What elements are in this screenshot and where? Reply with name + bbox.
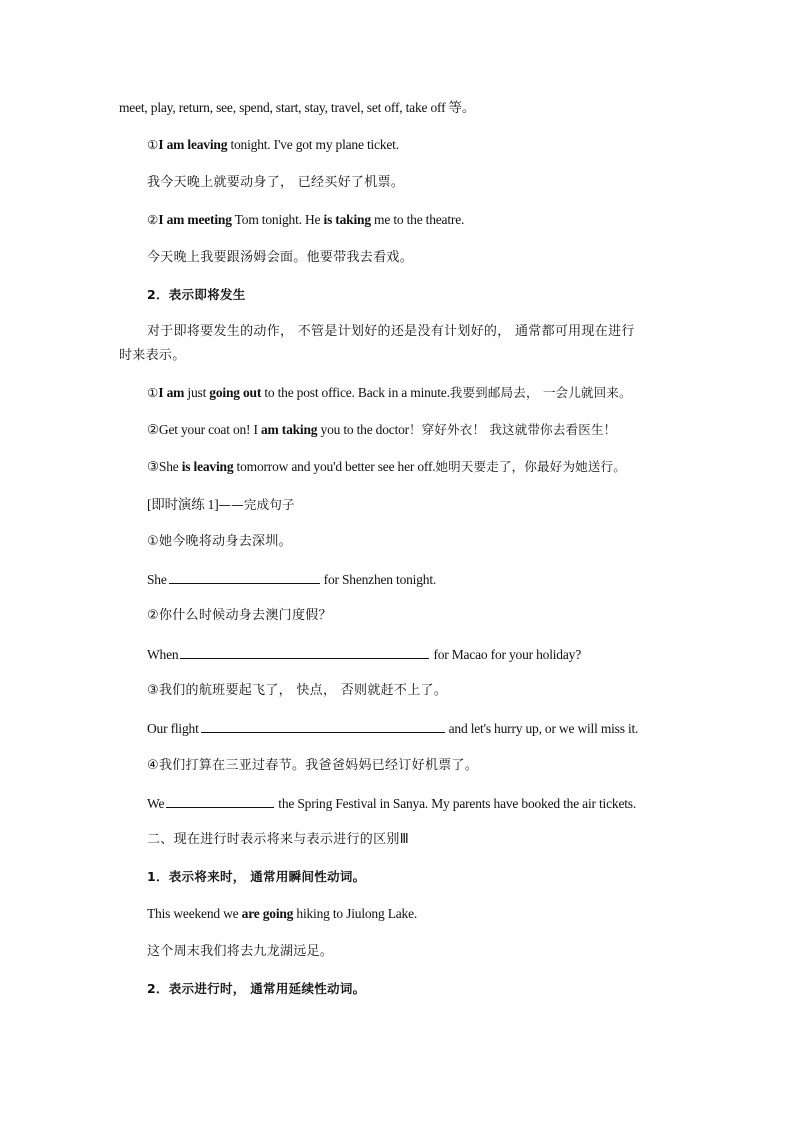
- exercise-heading: [即时演练 1]——完成句子: [147, 497, 295, 512]
- example-2-english: ②I am meeting Tom tonight. He is taking me to the theatre.: [147, 212, 465, 227]
- exercise-2-sentence: When for Macao for your holiday?: [147, 647, 581, 662]
- section-heading-2: 2．表示即将发生: [147, 287, 246, 302]
- exercise-4-sentence: We the Spring Festival in Sanya. My parents have booked the air tickets.: [147, 796, 637, 811]
- point-2-heading: 2．表示进行时， 通常用延续性动词。: [147, 981, 366, 996]
- example-3: ①I am just going out to the post office. Back in a minute.我要到邮局去， 一会儿就回来。: [147, 385, 632, 400]
- example-1-chinese: 我今天晚上就要动身了， 已经买好了机票。: [147, 175, 405, 190]
- paragraph-line-2: 时来表示。: [119, 348, 186, 363]
- paragraph-line-1: 对于即将要发生的动作， 不管是计划好的还是没有计划好的， 通常都可用现在进行: [147, 324, 635, 339]
- answer-blank[interactable]: [201, 719, 445, 733]
- exercise-3-sentence: Our flight and let's hurry up, or we will miss it.: [147, 721, 639, 736]
- example-4: ②Get your coat on! I am taking you to the doctor！穿好外衣！ 我这就带你去看医生！: [147, 422, 617, 437]
- example-2-chinese: 今天晚上我要跟汤姆会面。他要带我去看戏。: [147, 250, 414, 265]
- answer-blank[interactable]: [166, 794, 274, 808]
- exercise-1-prompt: ①她今晚将动身去深圳。: [147, 534, 292, 549]
- example-5: ③She is leaving tomorrow and you'd better see her off.她明天要走了，你最好为她送行。: [147, 459, 626, 474]
- section-heading-two: 二、现在进行时表示将来与表示进行的区别Ⅲ: [147, 832, 409, 847]
- exercise-4-prompt: ④我们打算在三亚过春节。我爸爸妈妈已经订好机票了。: [147, 758, 479, 773]
- answer-blank[interactable]: [169, 570, 320, 584]
- exercise-3-prompt: ③我们的航班要起飞了， 快点， 否则就赶不上了。: [147, 683, 448, 698]
- answer-blank[interactable]: [180, 645, 429, 659]
- point-1-example-english: This weekend we are going hiking to Jiulong Lake.: [147, 906, 418, 921]
- exercise-1-sentence: She for Shenzhen tonight.: [147, 572, 437, 587]
- verb-list-line: meet, play, return, see, spend, start, stay, travel, set off, take off 等。: [119, 100, 476, 115]
- exercise-2-prompt: ②你什么时候动身去澳门度假？: [147, 608, 332, 623]
- point-1-example-chinese: 这个周末我们将去九龙湖远足。: [147, 944, 334, 959]
- example-1-english: ①I am leaving tonight. I've got my plane ticket.: [147, 137, 399, 152]
- point-1-heading: 1．表示将来时， 通常用瞬间性动词。: [147, 869, 366, 884]
